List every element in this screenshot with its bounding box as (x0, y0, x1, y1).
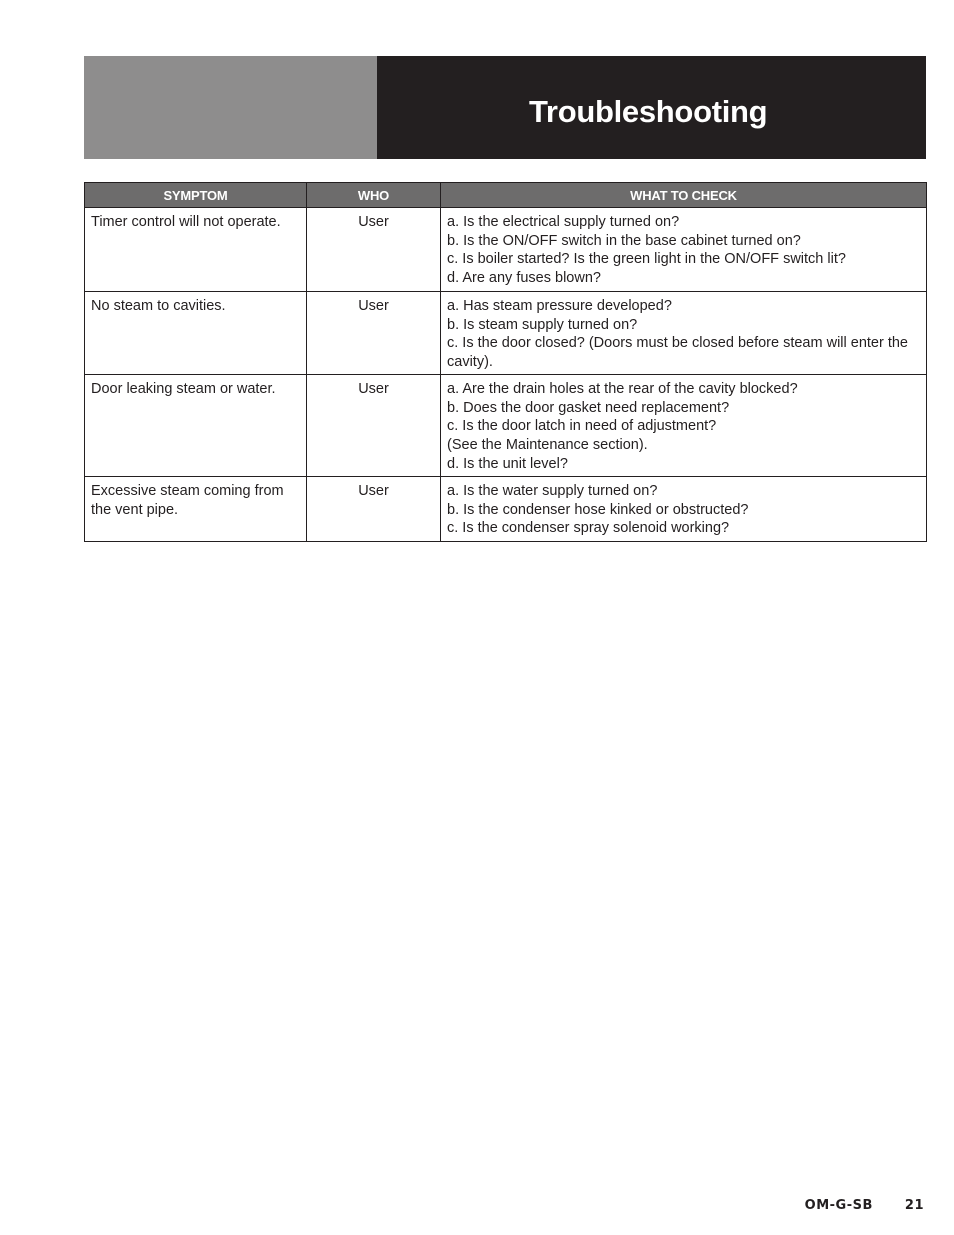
check-item: a. Is the water supply turned on? (447, 483, 658, 499)
who-cell: User (307, 375, 441, 477)
document-code: OM-G-SB (804, 1198, 873, 1213)
check-item: b. Is the ON/OFF switch in the base cabinet turned on? (447, 232, 801, 249)
table-header-row (85, 183, 927, 208)
table-row (85, 292, 927, 375)
check-item: c. Is the condenser spray solenoid working? (447, 520, 730, 537)
header-dark-block (377, 56, 926, 159)
symptom-cell: Excessive steam coming from the vent pipe. (85, 477, 307, 542)
page-footer (805, 1198, 924, 1213)
page-title: Troubleshooting (529, 94, 768, 129)
check-item: b. Is the condenser hose kinked or obstructed? (447, 501, 749, 518)
troubleshooting-table (84, 182, 927, 542)
column-header-symptom: SYMPTOM (85, 183, 307, 208)
check-item: d. Are any fuses blown? (447, 270, 601, 287)
check-cell (441, 292, 927, 375)
table-row (85, 375, 927, 477)
table-row (85, 208, 927, 292)
who-cell: User (307, 292, 441, 375)
table-row (85, 477, 927, 542)
check-item: c. Is the door latch in need of adjustment? (447, 418, 717, 435)
header-band (84, 56, 926, 159)
page-number: 21 (904, 1198, 924, 1213)
column-header-what-to-check: WHAT TO CHECK (441, 183, 927, 208)
check-item: a. Is the electrical supply turned on? (447, 214, 680, 230)
check-item: d. Is the unit level? (447, 455, 568, 472)
header-gray-block (84, 56, 377, 159)
check-item: (See the Maintenance section). (447, 437, 648, 454)
check-item: b. Does the door gasket need replacement? (447, 399, 730, 416)
check-cell (441, 208, 927, 292)
check-item: a. Has steam pressure developed? (447, 298, 672, 314)
symptom-cell: Timer control will not operate. (85, 208, 307, 292)
check-item: b. Is steam supply turned on? (447, 316, 638, 333)
check-cell (441, 375, 927, 477)
check-cell (441, 477, 927, 542)
check-item: c. Is the door closed? (Doors must be closed before steam will enter the cavity). (447, 335, 908, 371)
who-cell: User (307, 208, 441, 292)
check-item: c. Is boiler started? Is the green light in the ON/OFF switch lit? (447, 251, 846, 268)
symptom-cell: Door leaking steam or water. (85, 375, 307, 477)
who-cell: User (307, 477, 441, 542)
column-header-who: WHO (307, 183, 441, 208)
symptom-cell: No steam to cavities. (85, 292, 307, 375)
check-item: a. Are the drain holes at the rear of the cavity blocked? (447, 381, 798, 397)
